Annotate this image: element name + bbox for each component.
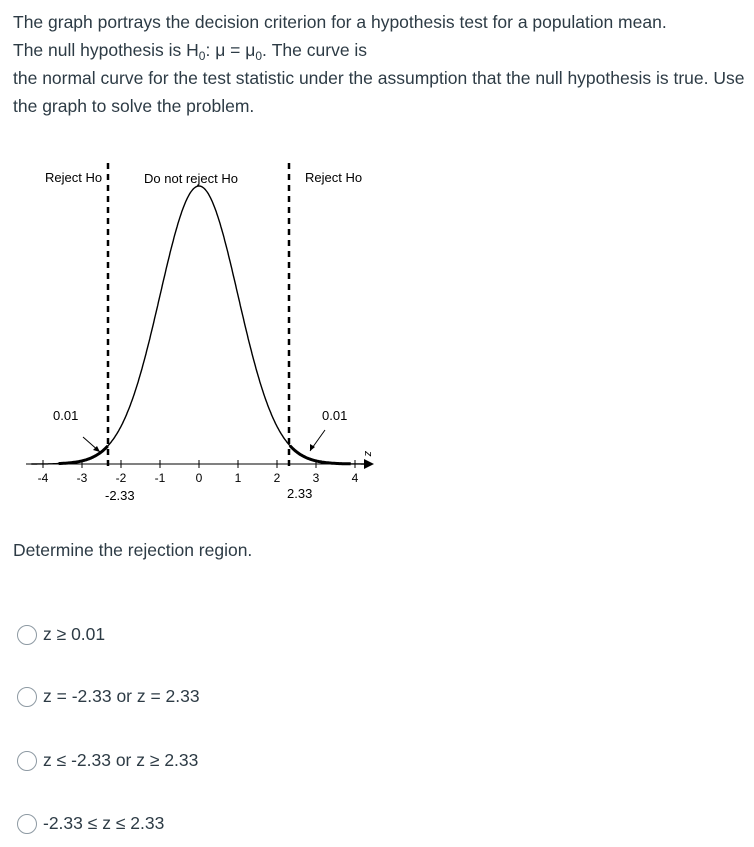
option-label: z = -2.33 or z = 2.33 [43, 686, 200, 706]
option-between-critical[interactable] [17, 813, 164, 834]
intro-line-2-mid: : μ = μ [205, 40, 256, 60]
option-label: z ≥ 0.01 [43, 624, 106, 644]
intro-line-2-prefix: The null hypothesis is H [13, 40, 199, 60]
null-subscript: 0 [198, 49, 206, 63]
option-z-geq-0.01[interactable] [17, 624, 105, 645]
option-z-equals-critical[interactable] [17, 686, 200, 707]
area-right-label: 0.01 [322, 408, 348, 423]
radio-circle-icon[interactable] [17, 687, 37, 707]
decision-criterion-graph [0, 150, 754, 510]
critical-value-left: -2.33 [105, 488, 135, 503]
rejection-tail-right [290, 446, 351, 464]
reject-right-label: Reject Ho [305, 170, 363, 185]
tick-label: -2 [115, 471, 127, 485]
radio-circle-icon[interactable] [17, 751, 37, 771]
tick-label: 2 [273, 471, 281, 485]
tick-label: -4 [37, 471, 49, 485]
intro-line-2-suffix: . The curve is [262, 40, 368, 60]
problem-intro [13, 8, 748, 66]
tick-label: 3 [312, 471, 320, 485]
area-left-label: 0.01 [53, 408, 79, 423]
tick-label: 0 [195, 471, 203, 485]
reject-left-label: Reject Ho [45, 170, 103, 185]
rejection-tail-left [59, 446, 108, 464]
option-label: -2.33 ≤ z ≤ 2.33 [43, 813, 165, 833]
tick-label: -3 [76, 471, 88, 485]
critical-value-right: 2.33 [287, 486, 313, 501]
radio-circle-icon[interactable] [17, 814, 37, 834]
option-label: z ≤ -2.33 or z ≥ 2.33 [43, 750, 199, 770]
axis-variable-label: z [362, 451, 374, 457]
normal-curve [31, 186, 366, 464]
tick-label: 1 [234, 471, 242, 485]
option-two-tailed-region[interactable] [17, 750, 198, 771]
tick-label: 4 [351, 471, 359, 485]
radio-circle-icon[interactable] [17, 625, 37, 645]
problem-instructions: the normal curve for the test statistic under the assumption that the null hypothesis is true. Use the graph to solve the problem. [13, 68, 745, 116]
do-not-reject-label: Do not reject Ho [144, 171, 238, 186]
intro-line-1: The graph portrays the decision criterion for a hypothesis test for a population mean. [13, 12, 667, 32]
question-prompt: Determine the rejection region. [13, 540, 253, 560]
mu-subscript: 0 [255, 49, 263, 63]
tick-label: -1 [154, 471, 166, 485]
